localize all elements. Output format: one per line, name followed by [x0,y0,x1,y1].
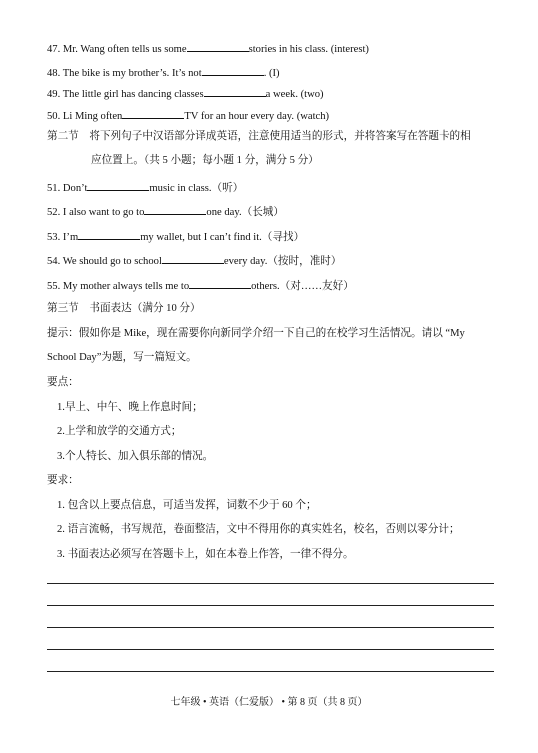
question-text: 51. Don’t [47,183,88,194]
answer-blank [162,253,224,264]
question-text: 48. The bike is my brother’s. It’s not [47,68,202,79]
question-text: every day.（按时，准时） [223,256,342,267]
question-50 [47,108,329,124]
section3-heading: 第三节 书面表达（满分 10 分） [47,303,201,314]
page-footer: 七年级 • 英语（仁爱版） • 第 8 页（共 8 页） [170,697,368,708]
question-text: one day.（长城） [206,207,284,218]
requirement-item: 1. 包含以上要点信息，可适当发挥，词数不少于 60 个； [57,500,317,511]
question-text: others.（对……友好） [251,281,354,292]
section2-heading: 第二节 将下列句子中汉语部分译成英语，注意使用适当的形式，并将答案写在答题卡的相 [47,131,471,142]
point-item: 1.早上、中午、晚上作息时间； [57,402,203,413]
writing-line [47,605,494,606]
question-text: 47. Mr. Wang often tells us some [47,44,187,55]
answer-blank [144,204,206,215]
writing-line [47,627,494,628]
question-47 [47,41,369,57]
writing-line [47,649,494,650]
question-text: my wallet, but I can’t find it.（寻找） [140,232,305,243]
answer-blank [204,86,266,97]
question-48 [47,65,280,81]
writing-prompt-line2: School Day”为题，写一篇短文。 [47,352,197,363]
point-item: 2.上学和放学的交通方式； [57,426,182,437]
question-text: 54. We should go to school [47,256,162,267]
question-text: 52. I also want to go to [47,207,145,218]
question-55 [47,278,354,294]
requirements-label: 要求： [47,475,79,486]
answer-blank [78,229,140,240]
question-text: stories in his class. (interest) [248,44,369,55]
answer-blank [122,108,184,119]
writing-line [47,583,494,584]
answer-blank [202,65,264,76]
question-text: TV for an hour every day. (watch) [184,111,330,122]
question-text: . (I) [263,68,280,79]
requirement-item: 2. 语言流畅，书写规范，卷面整洁，文中不得用你的真实姓名，校名，否则以零分计； [57,524,460,535]
question-text: a week. (two) [265,89,324,100]
answer-blank [189,278,251,289]
points-label: 要点： [47,377,79,388]
question-54 [47,253,342,269]
question-text: 49. The little girl has dancing classes [47,89,204,100]
question-text: 50. Li Ming often [47,111,123,122]
question-53 [47,229,304,245]
answer-blank [187,41,249,52]
question-52 [47,204,284,220]
question-text: music in class.（听） [149,183,244,194]
question-text: 53. I’m [47,232,79,243]
writing-line [47,671,494,672]
question-text: 55. My mother always tells me to [47,281,190,292]
writing-prompt-line1: 提示：假如你是 Mike，现在需要你向新同学介绍一下自己的在校学习生活情况。请以 “My [47,328,465,339]
point-item: 3.个人特长、加入俱乐部的情况。 [57,451,214,462]
question-49 [47,86,324,102]
question-51 [47,180,243,196]
section2-heading-cont: 应位置上。（共 5 小题；每小题 1 分，满分 5 分） [91,155,319,166]
answer-blank [87,180,149,191]
requirement-item: 3. 书面表达必须写在答题卡上，如在本卷上作答，一律不得分。 [57,549,354,560]
